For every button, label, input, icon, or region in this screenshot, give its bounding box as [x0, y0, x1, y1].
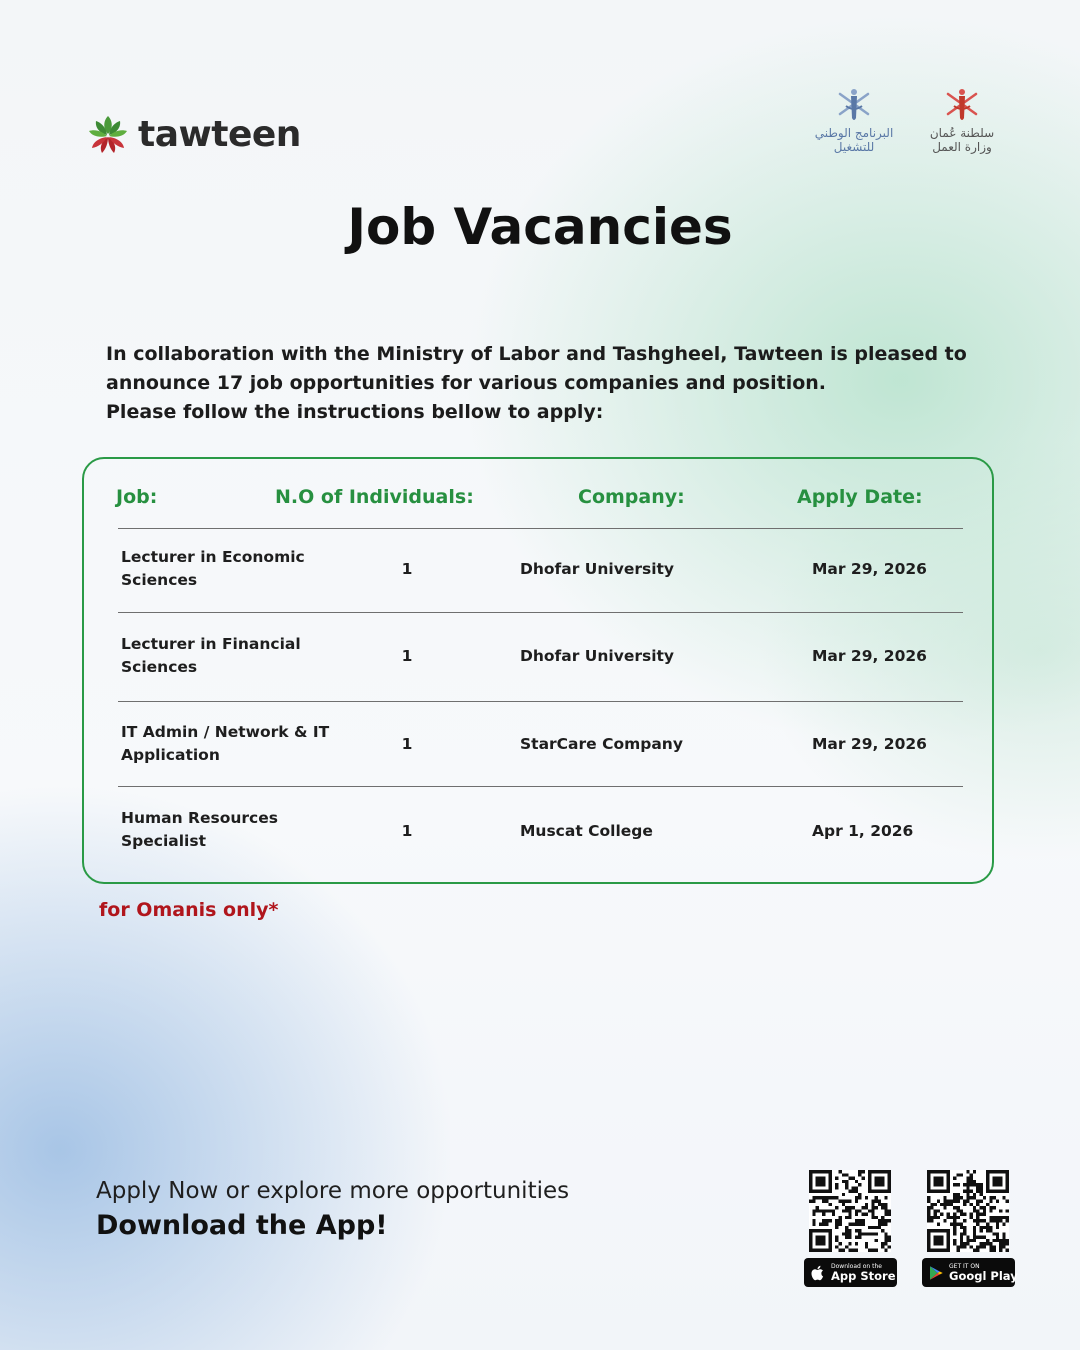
app-store-button[interactable]	[804, 1258, 897, 1287]
row-divider	[118, 701, 963, 702]
job-title-line: Lecturer in Economic	[121, 548, 305, 566]
row-divider	[118, 528, 963, 529]
download-app-text: Download the App!	[96, 1210, 388, 1241]
header-job: Job:	[116, 486, 158, 508]
google-play-label	[949, 1263, 1018, 1283]
job-count: 1	[401, 822, 413, 840]
job-title	[121, 721, 329, 767]
google-play-icon	[927, 1264, 945, 1282]
job-count: 1	[401, 735, 413, 753]
header-company: Company:	[578, 486, 685, 508]
job-title-line: Specialist	[121, 832, 206, 850]
header-count: N.O of Individuals:	[275, 486, 474, 508]
job-company: StarCare Company	[520, 735, 683, 753]
job-title-line: Human Resources	[121, 809, 278, 827]
government-logos	[806, 84, 1010, 154]
ministry-label: سلطنة عُمان وزارة العمل	[929, 126, 995, 154]
job-company: Dhofar University	[520, 560, 675, 578]
intro-text	[106, 340, 986, 427]
intro-line: In collaboration with the Ministry of Labor and Tashgheel, Tawteen is pleased to	[106, 343, 967, 365]
google-play-button[interactable]	[922, 1258, 1018, 1287]
tawteen-logo	[86, 112, 301, 156]
row-divider	[118, 786, 963, 787]
app-store-small-text: Download on the	[831, 1262, 882, 1270]
job-apply-date: Mar 29, 2026	[812, 647, 927, 665]
job-title-line: Lecturer in Financial	[121, 635, 301, 653]
page-title: Job Vacancies	[347, 198, 733, 256]
row-divider	[118, 612, 963, 613]
apple-icon	[809, 1264, 827, 1282]
job-title	[121, 807, 278, 853]
intro-line: Please follow the instructions bellow to apply:	[106, 401, 604, 423]
brand-name: tawteen	[138, 113, 301, 155]
job-company: Muscat College	[520, 822, 653, 840]
job-apply-date: Mar 29, 2026	[812, 560, 927, 578]
job-apply-date: Mar 29, 2026	[812, 735, 927, 753]
job-count: 1	[401, 647, 413, 665]
job-company: Dhofar University	[520, 647, 675, 665]
oman-emblem-icon	[834, 84, 874, 124]
tashgheel-logo	[806, 84, 902, 154]
job-count: 1	[401, 560, 413, 578]
job-apply-date: Apr 1, 2026	[812, 822, 914, 840]
eligibility-note: for Omanis only*	[99, 899, 279, 921]
tawteen-leaf-icon	[86, 112, 130, 156]
job-title-line: Sciences	[121, 658, 198, 676]
app-store-label	[831, 1263, 896, 1283]
app-store-big-text: App Store	[831, 1268, 896, 1283]
oman-emblem-icon	[942, 84, 982, 124]
apply-now-text: Apply Now or explore more opportunities	[96, 1178, 570, 1204]
app-store-qr-code-icon[interactable]	[809, 1170, 891, 1252]
header-date: Apply Date:	[797, 486, 923, 508]
ministry-of-labour-logo	[914, 84, 1010, 154]
google-play-big-text: Googl Play	[949, 1268, 1018, 1283]
job-title	[121, 633, 301, 679]
job-title-line: IT Admin / Network & IT	[121, 723, 330, 741]
intro-line: announce 17 job opportunities for various companies and position.	[106, 372, 827, 394]
tashgheel-label: البرنامج الوطني للتشغيل	[814, 126, 894, 154]
google-play-qr-code-icon[interactable]	[927, 1170, 1009, 1252]
google-play-small-text: GET IT ON	[949, 1262, 980, 1270]
job-title	[121, 546, 305, 592]
job-title-line: Sciences	[121, 571, 198, 589]
job-title-line: Application	[121, 746, 220, 764]
